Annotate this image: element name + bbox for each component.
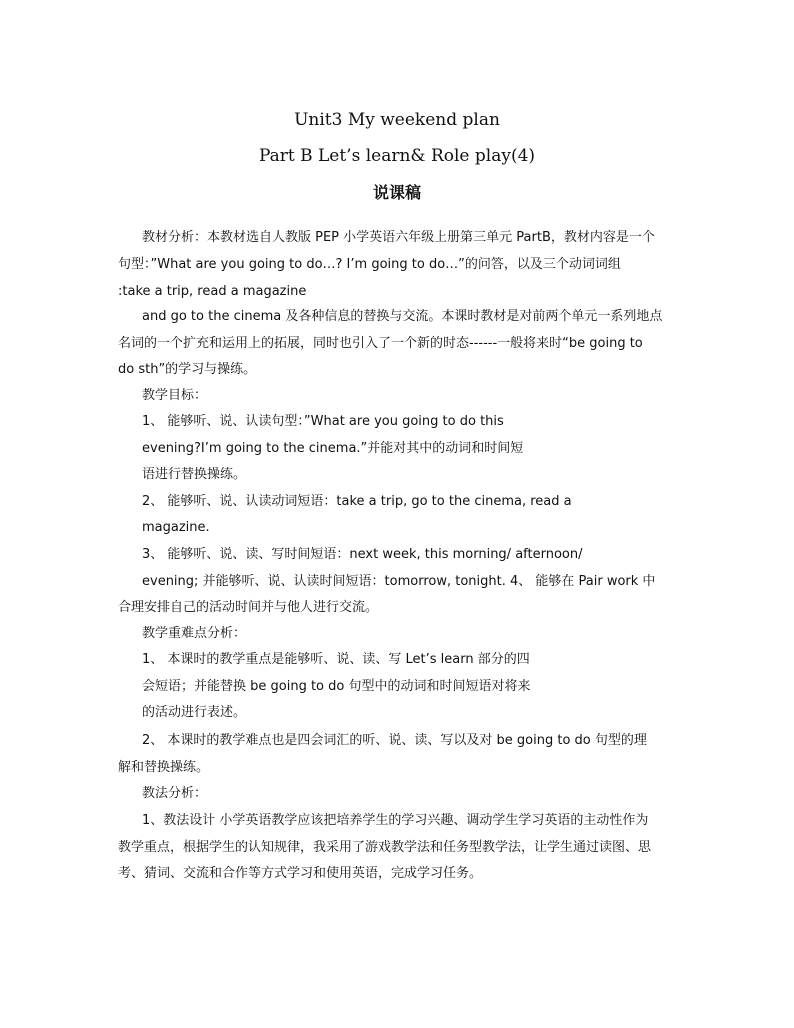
list-item-cont: evening; 并能够听、说、认读时间短语：tomorrow, tonight. 4、 能够在 Pair work 中: [142, 574, 656, 589]
paragraph-line: and go to the cinema 及各种信息的替换与交流。本课时教材是对前两个单元一系列地点: [142, 309, 663, 324]
list-item-cont: 语进行替换操练。: [142, 467, 247, 482]
list-item-cont: evening?I’m going to the cinema.”并能对其中的动词和时间短: [142, 441, 524, 456]
list-item-cont: 合理安排自己的活动时间并与他人进行交流。: [118, 600, 379, 615]
section-heading: 教学目标：: [142, 388, 208, 403]
section-heading: 教学重难点分析：: [142, 626, 247, 641]
paragraph-line: 句型：”What are you going to do…? I’m going to do…”的问答，以及三个动词词组: [118, 257, 621, 272]
list-item-cont: magazine.: [142, 520, 210, 535]
paragraph-line: :take a trip, read a magazine: [118, 284, 307, 299]
list-item-cont: 解和替换操练。: [118, 760, 210, 775]
list-item-cont: 会短语；并能替换 be going to do 句型中的动词和时间短语对将来: [142, 679, 531, 694]
section-heading: 教法分析：: [142, 786, 208, 801]
list-item-cont: 的活动进行表述。: [142, 705, 247, 720]
list-item: 1、 本课时的教学重点是能够听、说、读、写 Let’s learn 部分的四: [142, 652, 530, 667]
paragraph-line: 1、教法设计 小学英语教学应该把培养学生的学习兴趣、调动学生学习英语的主动性作为: [142, 813, 649, 828]
list-item: 1、 能够听、说、认读句型：”What are you going to do this: [142, 414, 504, 429]
paragraph-line: 教材分析：本教材选自人教版 PEP 小学英语六年级上册第三单元 PartB，教材内容是一个: [142, 230, 655, 245]
list-item: 2、 本课时的教学难点也是四会词汇的听、说、读、写以及对 be going to do 句型的理: [142, 733, 647, 748]
paragraph-line: 名词的一个扩充和运用上的拓展，同时也引入了一个新的时态------一般将来时“be going to: [118, 336, 643, 351]
paragraph-line: 教学重点，根据学生的认知规律，我采用了游戏教学法和任务型教学法，让学生通过读图、思: [118, 840, 652, 855]
document-subtitle: Part B Let’s learn& Role play(4): [258, 146, 536, 166]
list-item: 3、 能够听、说、读、写时间短语：next week, this morning/ afternoon/: [142, 547, 583, 562]
paragraph-line: 考、猜词、交流和合作等方式学习和使用英语，完成学习任务。: [118, 866, 483, 881]
document-heading: 说课稿: [372, 183, 421, 202]
document-title: Unit3 My weekend plan: [294, 110, 500, 130]
list-item: 2、 能够听、说、认读动词短语：take a trip, go to the cinema, read a: [142, 494, 572, 509]
paragraph-line: do sth”的学习与操练。: [118, 362, 257, 377]
